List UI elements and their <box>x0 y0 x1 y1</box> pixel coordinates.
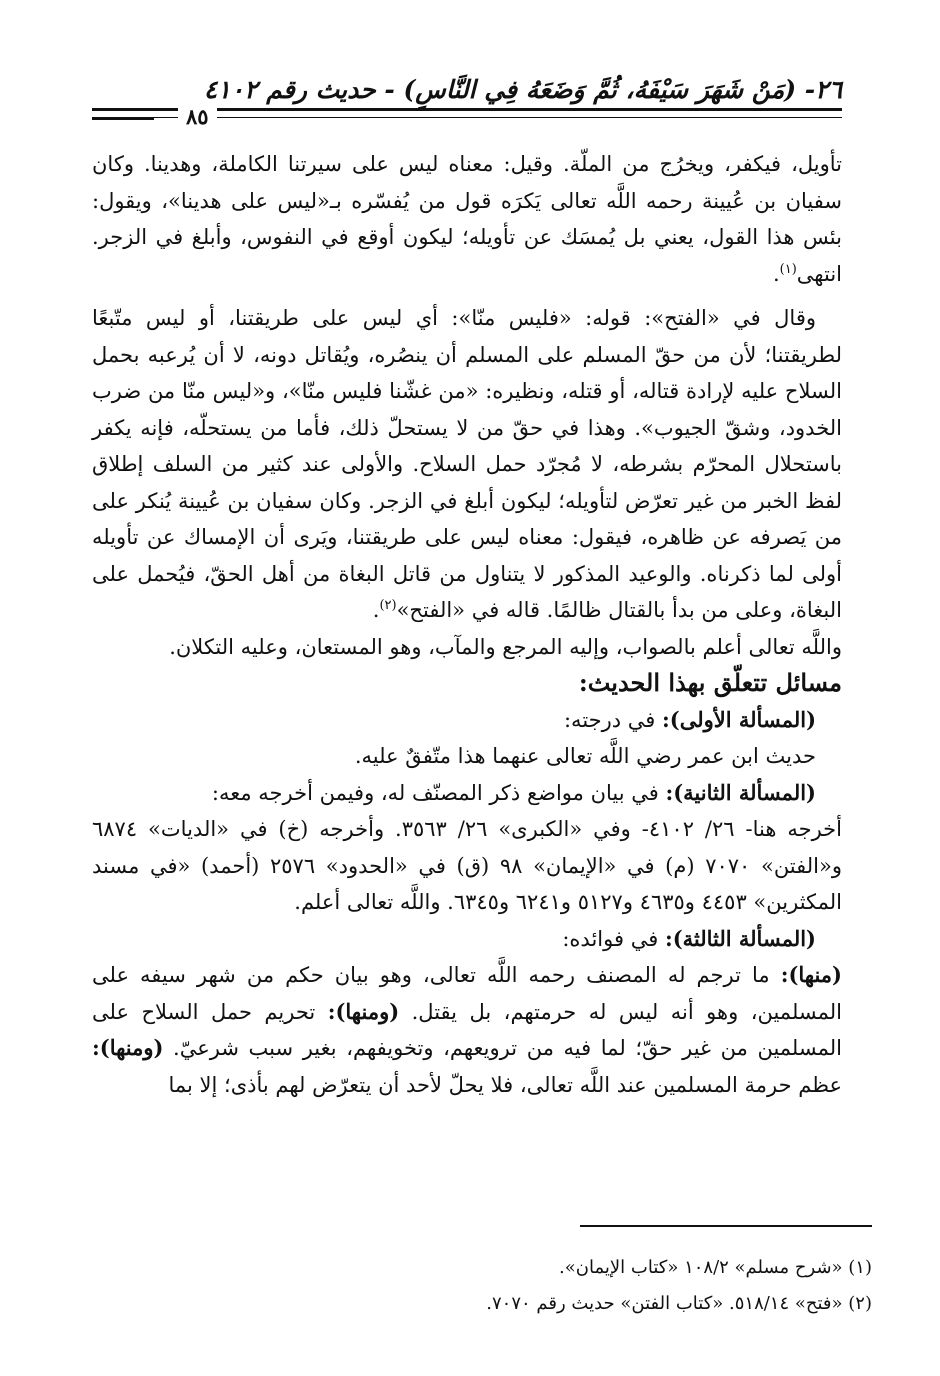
benefit-1-label: (منها): <box>780 962 842 987</box>
footnote-1: (١) «شرح مسلم» ١٠٨/٢ «كتاب الإيمان». <box>559 1257 872 1278</box>
issue-1-label: (المسألة الأولى): <box>662 706 816 732</box>
paragraph-2-end: . <box>372 598 380 622</box>
header-rule-short <box>92 117 154 120</box>
paragraph-2-text: وقال في «الفتح»: قوله: «فليس منّا»: أي ليس على طريقتنا، أو ليس متّبعًا لطريقتنا؛ لأن من حقّ المسلم على المسلم أن ينصُره، ويُقاتل دونه، لا أن يُرعبه بحمل السلاح عليه لإرادة قتاله، أو قتله، ونظيره: «من غشّنا فليس منّا»، و«ليس منّا من ضرب الخدود، وشقّ الجيوب». وهذا في حقّ من لا يستحلّ ذلك، فأما من يستحلّه، فإنه يكفر باستحلال المحرّم بشرطه، لا مُجرّد حمل السلاح. والأولى عند كثير من السلف إطلاق لفظ الخبر من غير تعرّض لتأويله؛ ليكون أبلغ في الزجر. وكان سفيان بن عُيينة يُنكر على من يَصرفه عن ظاهره، فيقول: معناه ليس على طريقتنا، ويَرى أن الإمساك عن تأويله أولى لما ذكرناه. والوعيد المذكور لا يتناول من قاتل البغاة من أهل الحقّ، فيُحمل على البغاة، وعلى من بدأ بالقتال ظالمًا. قاله في «الفتح» <box>92 306 842 622</box>
benefit-3-text: عظم حرمة المسلمين عند اللَّه تعالى، فلا يحلّ لأحد أن يتعرّض لهم بأذى؛ إلا بما <box>168 1072 842 1097</box>
benefit-1-text: ما ترجم له المصنف رحمه اللَّه تعالى، وهو بيان حكم من شهر سيفه على المسلمين، وهو أنه ليس له حرمتهم، بل يقتل. <box>92 963 842 1024</box>
footnote-separator <box>580 1225 872 1227</box>
issues-heading: مسائل تتعلّق بهذا الحديث: <box>578 668 842 697</box>
footnote-ref-2: (٢) <box>379 598 397 613</box>
footnotes <box>92 1250 872 1322</box>
footnote-ref-1: (١) <box>779 261 797 277</box>
issue-3 <box>92 921 842 958</box>
issue-1-title: في درجته: <box>563 707 656 732</box>
main-text <box>92 146 842 1103</box>
benefits-text <box>92 957 842 1103</box>
paragraph-2 <box>92 300 842 629</box>
running-head: ٢٦- (مَنْ شَهَرَ سَيْفَهُ، ثُمَّ وَضَعَهُ فِي النَّاسِ) - حديث رقم ٤١٠٢ <box>203 75 842 104</box>
issue-3-title: في فوائده: <box>562 926 659 951</box>
issue-2-text: أخرجه هنا- ٢٦/ ٤١٠٢- وفي «الكبرى» ٢٦/ ٣٥٦٣. وأخرجه (خ) في «الديات» ٦٨٧٤ و«الفتن» ٧٠٧٠ (م) في «الإيمان» ٩٨ (ق) في «الحدود» ٢٥٧٦ (أحمد) «في مسند المكثرين» ٤٤٥٣ و٤٦٣٥ و٥١٢٧ و٦٢٤١ و٦٣٤٥. واللَّه تعالى أعلم. <box>92 817 842 914</box>
issue-1 <box>92 702 842 739</box>
paragraph-1 <box>92 146 842 292</box>
paragraph-1-end: . <box>772 261 780 286</box>
benefit-3-label: (ومنها): <box>92 1035 164 1060</box>
benefit-2-label: (ومنها): <box>327 998 400 1024</box>
paragraph-1-text: تأويل، فيكفر، ويخرُج من الملّة. وقيل: معناه ليس على سيرتنا الكاملة، وهدينا. وكان سفيان بن عُيينة رحمه اللَّه تعالى يَكرَه قول من يُفسّره بـ«ليس على هدينا»، ويقول: بئس هذا القول، يعني بل يُمسَك عن تأويله؛ ليكون أوقع في النفوس، وأبلغ في الزجر. انتهى <box>92 152 842 286</box>
page-number: ٨٥ <box>178 104 217 130</box>
paragraph-gap <box>92 292 842 300</box>
issue-2 <box>92 775 842 812</box>
paragraph-3: واللَّه تعالى أعلم بالصواب، وإليه المرجع والمآب، وهو المستعان، وعليه التكلان. <box>169 634 842 659</box>
benefit-2-text: تحريم حمل السلاح على المسلمين من غير حقّ؛ لما فيه من ترويعهم، وتخويفهم، بغير سبب شرعيّ. <box>92 999 842 1060</box>
issue-1-text: حديث ابن عمر رضي اللَّه تعالى عنهما هذا متّفقٌ عليه. <box>354 744 816 768</box>
issue-2-title: في بيان مواضع ذكر المصنّف له، وفيمن أخرجه معه: <box>211 780 659 805</box>
footnote-2: (٢) «فتح» ٥١٨/١٤. «كتاب الفتن» حديث رقم ٧٠٧٠. <box>486 1293 872 1314</box>
issue-2-label: (المسألة الثانية): <box>665 779 816 805</box>
issue-3-label: (المسألة الثالثة): <box>664 925 816 951</box>
